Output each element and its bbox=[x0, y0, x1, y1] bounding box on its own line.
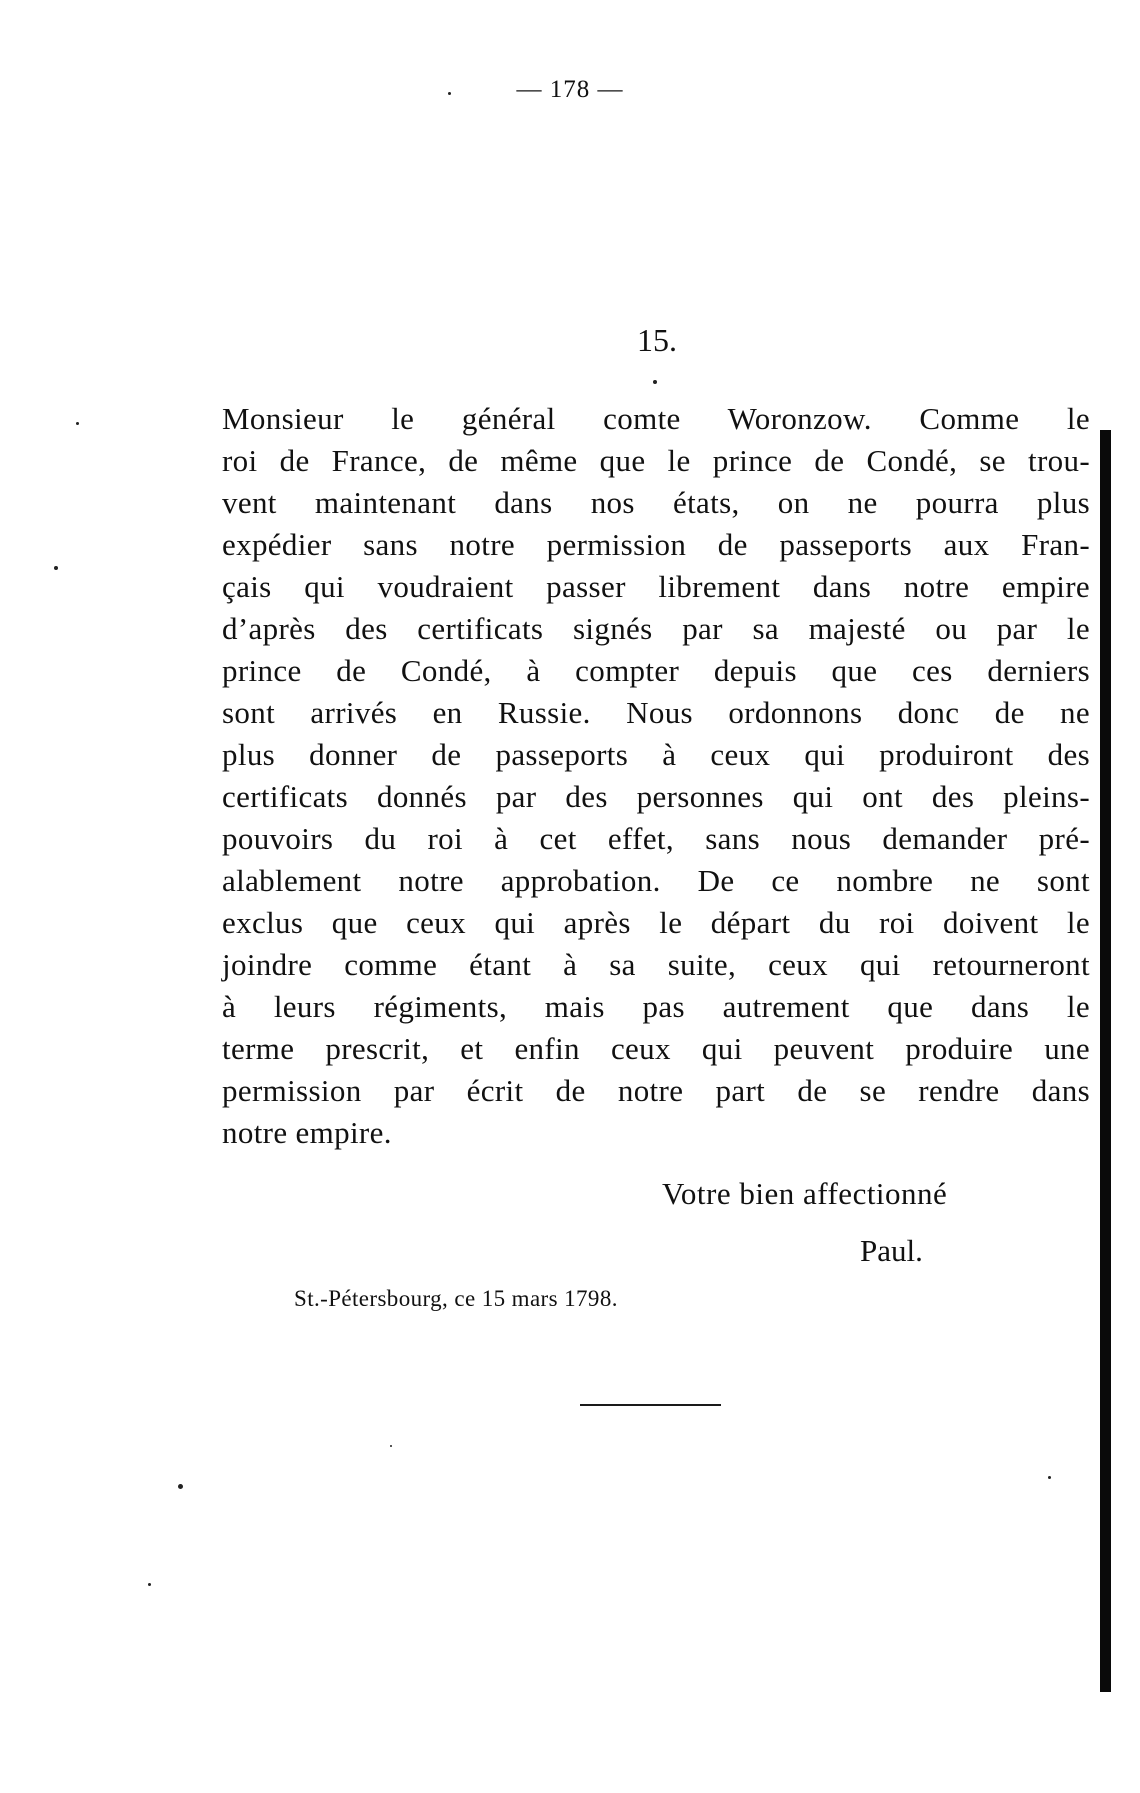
body-line: joindre comme étant à sa suite, ceux qui retourneront bbox=[222, 947, 1090, 982]
body-line: sont arrivés en Russie. Nous ordonnons donc de ne bbox=[222, 695, 1090, 730]
body-line-last: notre empire. bbox=[222, 1115, 392, 1150]
body-line: prince de Condé, à compter depuis que ces derniers bbox=[222, 653, 1090, 688]
scan-speck bbox=[76, 422, 79, 425]
signature: Paul. bbox=[860, 1233, 923, 1268]
body-line: çais qui voudraient passer librement dans notre empire bbox=[222, 569, 1090, 604]
document-number: 15. bbox=[637, 322, 677, 358]
place-and-date: St.-Pétersbourg, ce 15 mars 1798. bbox=[294, 1286, 618, 1311]
body-line: Monsieur le général comte Woronzow. Comme le bbox=[222, 401, 1090, 436]
scan-speck bbox=[448, 92, 451, 95]
body-line: roi de France, de même que le prince de Condé, se trou- bbox=[222, 443, 1090, 478]
body-line: vent maintenant dans nos états, on ne pourra plus bbox=[222, 485, 1090, 520]
scan-edge-shadow bbox=[1100, 430, 1111, 1692]
scan-speck bbox=[390, 1445, 392, 1447]
letter-body bbox=[222, 398, 1090, 1154]
page-number: — 178 — bbox=[516, 76, 624, 103]
scan-speck bbox=[148, 1583, 151, 1586]
body-line: expédier sans notre permission de passeports aux Fran- bbox=[222, 527, 1090, 562]
body-line: certificats donnés par des personnes qui ont des pleins- bbox=[222, 779, 1090, 814]
scan-speck bbox=[653, 380, 657, 384]
body-line: terme prescrit, et enfin ceux qui peuvent produire une bbox=[222, 1031, 1090, 1066]
closing-salutation: Votre bien affectionné bbox=[662, 1176, 948, 1211]
body-line: plus donner de passeports à ceux qui produiront des bbox=[222, 737, 1090, 772]
body-line: pouvoirs du roi à cet effet, sans nous demander pré- bbox=[222, 821, 1090, 856]
separator-rule bbox=[580, 1404, 721, 1406]
body-line: alablement notre approbation. De ce nombre ne sont bbox=[222, 863, 1090, 898]
scan-speck bbox=[1048, 1476, 1051, 1479]
body-line: exclus que ceux qui après le départ du roi doivent le bbox=[222, 905, 1090, 940]
body-line: à leurs régiments, mais pas autrement que dans le bbox=[222, 989, 1090, 1024]
body-line: d’après des certificats signés par sa majesté ou par le bbox=[222, 611, 1090, 646]
scan-speck bbox=[178, 1484, 183, 1489]
body-line: permission par écrit de notre part de se rendre dans bbox=[222, 1073, 1090, 1108]
scan-speck bbox=[54, 566, 58, 570]
